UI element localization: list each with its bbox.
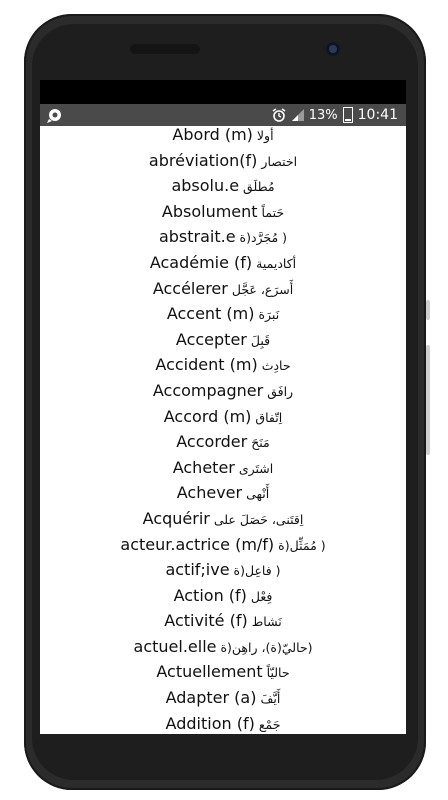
arabic-translation: اِتّفاق (255, 409, 283, 425)
list-item[interactable] (40, 173, 406, 199)
arabic-translation: رافَق (267, 383, 294, 399)
alarm-clock-icon (271, 107, 287, 123)
french-word: Adapter (a) (165, 688, 257, 708)
list-item[interactable] (40, 199, 406, 225)
arabic-translation: اِقتَنى، حَصَلَ على (213, 511, 304, 527)
list-item[interactable] (40, 532, 406, 558)
list-item[interactable] (40, 224, 406, 250)
french-word: Accompagner (152, 380, 264, 400)
french-word: Académie (f) (149, 252, 253, 272)
arabic-translation: ( مُمَثِّل(ة (278, 537, 326, 553)
arabic-translation: أكاديمية (256, 255, 297, 271)
french-word: Activité (f) (164, 611, 248, 631)
list-item[interactable] (40, 276, 406, 302)
arabic-translation: ( فاعِل(ة (233, 563, 281, 579)
arabic-translation: ( مُجَرَّد(ة (239, 230, 288, 246)
list-item[interactable] (40, 404, 406, 430)
french-word: Actuellement (156, 662, 263, 682)
arabic-translation: حادِث (261, 358, 291, 374)
french-word: Accent (m) (166, 304, 255, 324)
arabic-translation: مُطلَق (243, 179, 275, 195)
arabic-translation: مَنَحَ (251, 435, 270, 451)
arabic-translation: اختصار (261, 153, 298, 169)
word-list (40, 122, 406, 734)
arabic-translation: نَشاط (251, 614, 282, 630)
french-word: Accepter (175, 329, 247, 349)
list-item[interactable] (40, 711, 406, 734)
arabic-translation: حَتماً (261, 204, 285, 220)
list-item[interactable] (40, 301, 406, 327)
french-word: acteur.actrice (m/f) (120, 534, 275, 554)
volume-button (426, 345, 430, 455)
clock-time: 10:41 (357, 107, 398, 123)
speaker-grille (130, 44, 200, 54)
french-word: Accélerer (152, 278, 228, 298)
arabic-translation: أَسرَع، عَجَّل (231, 281, 294, 297)
french-word: Addition (f) (165, 713, 255, 733)
list-item[interactable] (40, 634, 406, 660)
arabic-translation: قَبِلَ (250, 332, 271, 348)
list-item[interactable] (40, 378, 406, 404)
list-item[interactable] (40, 506, 406, 532)
french-word: Absolument (161, 201, 258, 221)
phone-screen (40, 80, 406, 734)
list-item[interactable] (40, 455, 406, 481)
french-word: absolu.e (171, 176, 240, 196)
arabic-translation: جَمْع (258, 716, 281, 732)
french-word: Achever (176, 483, 243, 503)
front-camera (326, 42, 340, 56)
list-item[interactable] (40, 327, 406, 353)
list-item[interactable] (40, 659, 406, 685)
list-item[interactable] (40, 685, 406, 711)
arabic-translation: فِعْل (250, 588, 273, 604)
arabic-translation: أولا (256, 128, 274, 143)
arabic-translation: أَيَّفَ (260, 691, 281, 707)
french-word: Accident (m) (155, 355, 258, 375)
arabic-translation: نَبرَة (258, 307, 280, 323)
list-item[interactable] (40, 557, 406, 583)
french-word: Action (f) (173, 585, 247, 605)
french-word: Acheter (172, 457, 235, 477)
word-list-view[interactable] (40, 126, 406, 734)
list-item[interactable] (40, 583, 406, 609)
list-item[interactable] (40, 608, 406, 634)
french-word: Acquérir (142, 508, 210, 528)
list-item[interactable] (40, 250, 406, 276)
french-word: abréviation(f) (148, 150, 258, 170)
french-word: actuel.elle (133, 636, 217, 656)
list-item[interactable] (40, 148, 406, 174)
battery-percent: 13% (308, 107, 338, 123)
list-item[interactable] (40, 122, 406, 148)
french-word: actif;ive (165, 560, 230, 580)
signal-icon (292, 109, 304, 121)
french-word: Accord (m) (163, 406, 252, 426)
french-word: abstrait.e (158, 227, 236, 247)
power-button (426, 300, 430, 320)
arabic-translation: اشتَرى (238, 460, 274, 476)
french-word: Abord (m) (172, 125, 253, 144)
arabic-translation: (حاليّ(ة)، راهِن(ة (220, 639, 313, 655)
french-word: Accorder (176, 432, 248, 452)
list-item[interactable] (40, 429, 406, 455)
battery-icon (343, 107, 353, 123)
list-item[interactable] (40, 480, 406, 506)
arabic-translation: حاليّاً (266, 665, 290, 681)
arabic-translation: أَنْهى (246, 486, 270, 502)
list-item[interactable] (40, 352, 406, 378)
